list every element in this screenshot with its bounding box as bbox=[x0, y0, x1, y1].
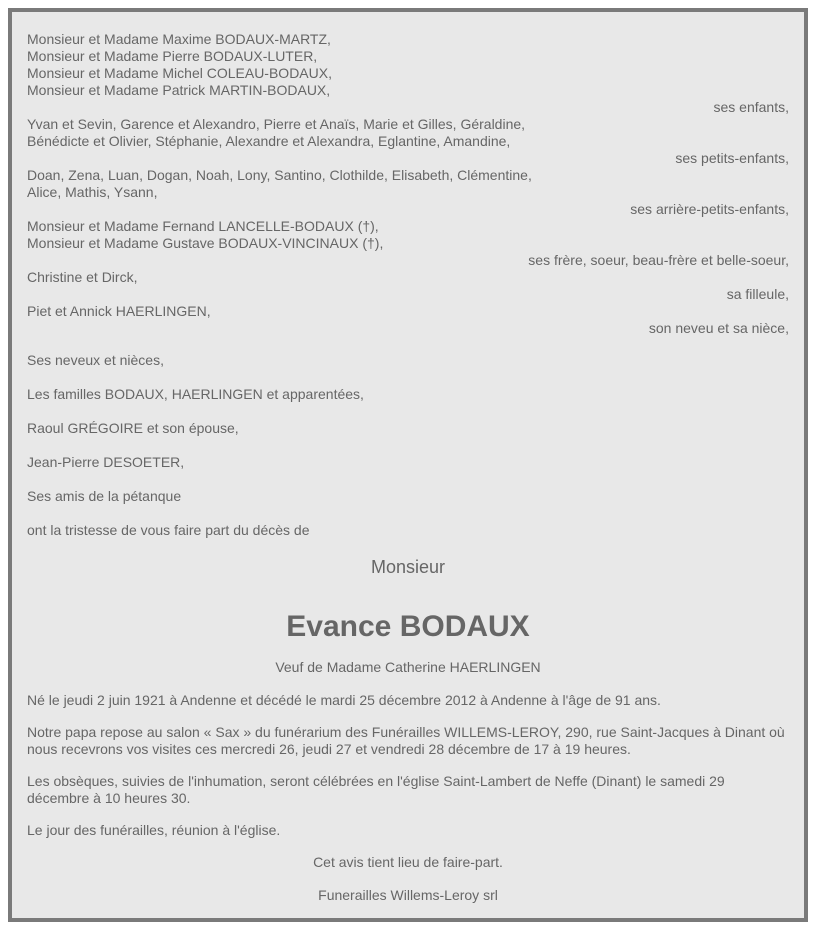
family-member-line: Monsieur et Madame Maxime BODAUX-MARTZ, bbox=[27, 31, 331, 47]
deceased-name: Evance BODAUX bbox=[286, 610, 530, 643]
title-monsieur: Monsieur bbox=[370, 557, 446, 577]
mourner-line: Raoul GRÉGOIRE et son épouse, bbox=[27, 420, 239, 436]
family-member-line: Monsieur et Madame Michel COLEAU-BODAUX, bbox=[27, 65, 332, 81]
visitation-info: Notre papa repose au salon « Sax » du funérarium des Funérailles WILLEMS-LEROY, 290, rue Saint-Jacques à Dinant où nous recevrons vos visites ces mercredi 26, jeudi 27 et vendredi 28 décembre de 17 à 19 heures. bbox=[27, 724, 785, 757]
meeting-info: Le jour des funérailles, réunion à l'église. bbox=[27, 822, 281, 838]
mourner-line: Les familles BODAUX, HAERLINGEN et apparentées, bbox=[27, 386, 364, 402]
family-list bbox=[27, 31, 789, 337]
other-mourners bbox=[27, 352, 789, 539]
family-member-line: Monsieur et Madame Patrick MARTIN-BODAUX, bbox=[27, 82, 331, 98]
family-member-line: Monsieur et Madame Pierre BODAUX-LUTER, bbox=[27, 48, 318, 64]
relation-label: ses arrière-petits-enfants, bbox=[630, 201, 789, 217]
funeral-info: Les obsèques, suivies de l'inhumation, seront célébrées en l'église Saint-Lambert de Neffe (Dinant) le samedi 29 décembre à 10 heures 30. bbox=[27, 773, 725, 806]
notice-line: Cet avis tient lieu de faire-part. bbox=[313, 854, 503, 870]
relation-label: son neveu et sa nièce, bbox=[648, 320, 789, 336]
family-member-line: Alice, Mathis, Ysann, bbox=[27, 184, 158, 200]
family-member-line: Monsieur et Madame Fernand LANCELLE-BODAUX (†), bbox=[27, 218, 379, 234]
notice-content bbox=[27, 31, 789, 539]
mourner-line: Ses amis de la pétanque bbox=[27, 488, 182, 504]
family-member-line: Yvan et Sevin, Garence et Alexandro, Pierre et Anaïs, Marie et Gilles, Géraldine, bbox=[27, 116, 526, 132]
mourner-line: Jean-Pierre DESOETER, bbox=[27, 454, 185, 470]
family-member-line: Christine et Dirck, bbox=[27, 269, 138, 285]
undertaker: Funerailles Willems-Leroy srl bbox=[318, 887, 498, 903]
family-member-line: Piet et Annick HAERLINGEN, bbox=[27, 303, 211, 319]
mourner-line: Ses neveux et nièces, bbox=[27, 352, 164, 368]
relation-label: sa filleule, bbox=[726, 286, 789, 302]
family-member-line: Bénédicte et Olivier, Stéphanie, Alexandre et Alexandra, Eglantine, Amandine, bbox=[27, 133, 511, 149]
mourner-line: ont la tristesse de vous faire part du décès de bbox=[27, 522, 310, 538]
obituary-notice bbox=[8, 8, 808, 922]
relation-label: ses frère, soeur, beau-frère et belle-soeur, bbox=[528, 252, 789, 268]
relation-label: ses enfants, bbox=[713, 99, 789, 115]
widow-line: Veuf de Madame Catherine HAERLINGEN bbox=[275, 659, 541, 675]
family-member-line: Monsieur et Madame Gustave BODAUX-VINCINAUX (†), bbox=[27, 235, 384, 251]
birth-death: Né le jeudi 2 juin 1921 à Andenne et décédé le mardi 25 décembre 2012 à Andenne à l'âge de 91 ans. bbox=[27, 692, 661, 708]
relation-label: ses petits-enfants, bbox=[675, 150, 789, 166]
family-member-line: Doan, Zena, Luan, Dogan, Noah, Lony, Santino, Clothilde, Elisabeth, Clémentine, bbox=[27, 167, 532, 183]
